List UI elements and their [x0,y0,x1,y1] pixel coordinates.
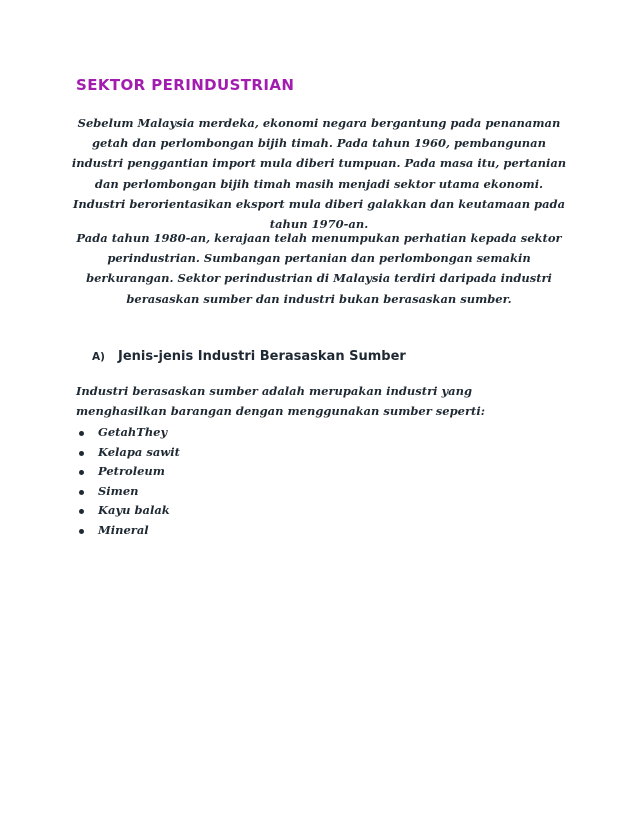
list-item [76,521,180,541]
list-item [76,482,180,502]
bullet-icon [79,470,84,475]
section-a-heading [92,349,406,364]
list-item-label: Kayu balak [98,503,170,517]
paragraph-1980s: Pada tahun 1980-an, kerajaan telah menumpukan perhatian kepada sektor perindustrian. Sumbangan pertanian dan perlombongan semakin berkurangan. Sektor perindustrian di Malaysia terdiri daripada industri berasaskan sumber dan industri bukan berasaskan sumber. [76,231,562,306]
section-a-intro: Industri berasaskan sumber adalah merupakan industri yang menghasilkan barangan dengan menggunakan sumber seperti: [76,384,485,418]
bullet-icon [79,431,84,436]
list-item-label: GetahThey [98,425,168,439]
list-item-label: Kelapa sawit [98,444,180,459]
bullet-icon [79,490,84,495]
bullet-icon [79,529,84,534]
list-item [76,423,180,443]
resource-list [76,423,180,540]
paragraph-intro: Sebelum Malaysia merdeka, ekonomi negara bergantung pada penanaman getah dan perlombongan bijih timah. Pada tahun 1960, pembangunan industri penggantian import mula diberi tumpuan. Pada masa itu, pertanian dan perlombongan bijih timah masih menjadi sektor utama ekonomi. Industri berorientasikan eksport mula diberi galakkan dan keutamaan pada tahun 1970-an. [71,116,567,232]
bullet-icon [79,451,84,456]
page-title: SEKTOR PERINDUSTRIAN [76,76,295,94]
list-item [76,443,180,463]
list-item-label: Mineral [98,522,149,537]
list-item [76,501,180,521]
bullet-icon [79,509,84,514]
section-a-marker: A) [92,351,105,363]
list-item [76,462,180,482]
section-a-heading-text: Jenis-jenis Industri Berasaskan Sumber [118,349,406,364]
list-item-label: Petroleum [98,464,165,478]
list-item-label: Simen [98,483,139,498]
